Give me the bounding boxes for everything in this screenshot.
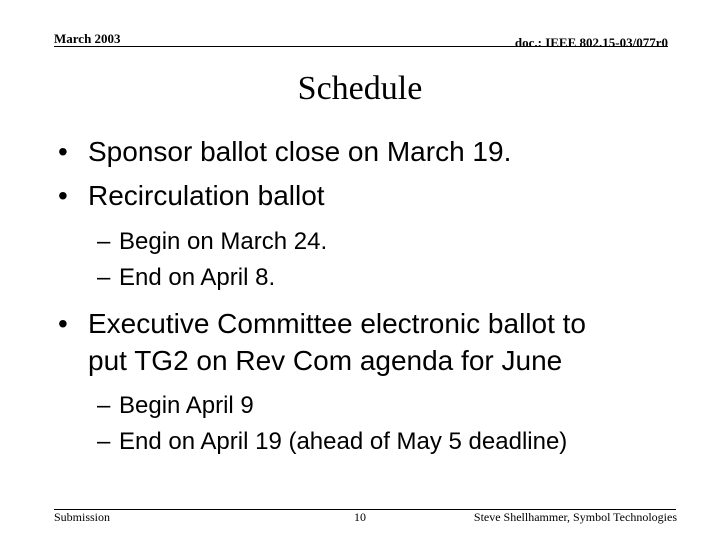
sub-bullet-text: Begin on March 24. (119, 228, 328, 255)
sub-bullet-item (97, 227, 327, 257)
dash-icon: – (97, 428, 111, 455)
bullet-text: Sponsor ballot close on March 19. (88, 136, 512, 167)
footer-submission: Submission (54, 510, 111, 524)
bullet-icon: • (58, 308, 68, 339)
sub-bullet-item (97, 427, 567, 457)
page-number: 10 (354, 510, 366, 524)
dash-icon: – (97, 264, 111, 291)
sub-bullet-text: Begin April 9 (119, 392, 254, 419)
header-divider (54, 46, 668, 47)
sub-bullet-text: End on April 19 (ahead of May 5 deadline) (119, 428, 568, 455)
sub-bullet-item (97, 391, 254, 421)
bullet-icon: • (58, 136, 68, 167)
footer-author: Steve Shellhammer, Symbol Technologies (473, 510, 677, 524)
dash-icon: – (97, 228, 111, 255)
sub-bullet-item (97, 263, 275, 293)
header-doc-id: doc.: IEEE 802.15-03/077r0 (514, 35, 668, 50)
bullet-icon: • (58, 180, 68, 211)
bullet-text: Recirculation ballot (88, 180, 325, 211)
sub-bullet-text: End on April 8. (119, 264, 276, 291)
header-date: March 2003 (54, 31, 121, 46)
dash-icon: – (97, 392, 111, 419)
bullet-text-line-1: Executive Committee electronic ballot to (88, 308, 586, 339)
slide-title: Schedule (297, 70, 423, 107)
bullet-text-line-2: put TG2 on Rev Com agenda for June (88, 345, 563, 376)
